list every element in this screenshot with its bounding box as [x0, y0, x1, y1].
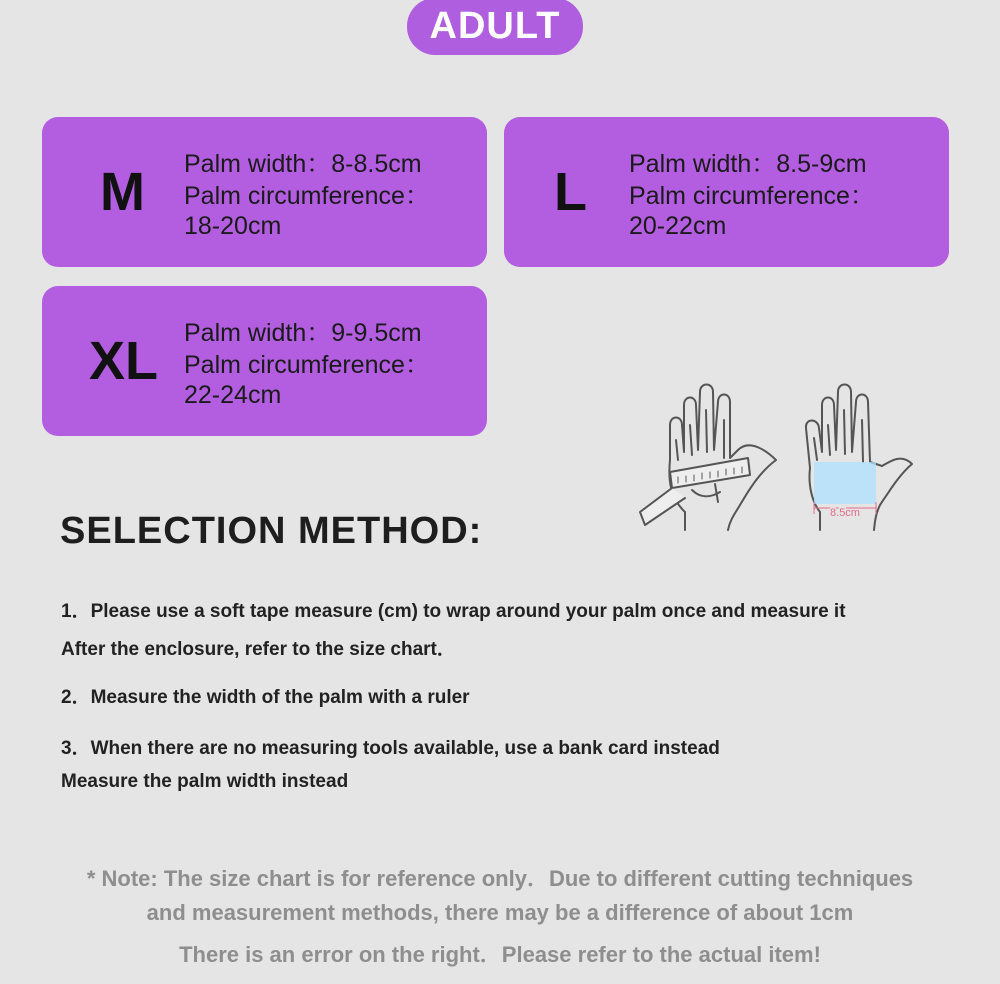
size-card-l [504, 117, 949, 267]
palm-circumference-label: Palm circumference： [184, 351, 430, 379]
palm-width: Palm width：8-8.5cm [184, 150, 422, 178]
palm-circumference-value: 18-20cm [184, 212, 282, 240]
size-label: M [100, 162, 145, 222]
step-3-line-2: Measure the palm width instead [61, 771, 349, 792]
palm-width: Palm width：8.5-9cm [629, 150, 867, 178]
palm-width-measure-label: 8.5cm [830, 507, 860, 519]
size-label: L [554, 162, 587, 222]
hand-with-tape-icon [640, 385, 776, 531]
palm-circumference-label: Palm circumference： [629, 182, 875, 210]
palm-width: Palm width：9-9.5cm [184, 319, 422, 347]
palm-circumference-value: 20-22cm [629, 212, 727, 240]
size-card-m [42, 117, 487, 267]
size-card-xl [42, 286, 487, 436]
hand-measurement-illustration [630, 380, 930, 540]
step-1-line-2: After the enclosure, refer to the size chart． [61, 639, 456, 660]
palm-width-highlight [814, 462, 876, 504]
note-line-2: and measurement methods, there may be a difference of about 1cm [146, 900, 854, 925]
selection-method-title: SELECTION METHOD: [60, 510, 483, 552]
note-line-3: There is an error on the right．Please refer to the actual item! [179, 942, 821, 967]
adult-badge: ADULT [407, 0, 583, 55]
note-line-1: * Note: The size chart is for reference only．Due to different cutting techniques [86, 866, 914, 891]
size-label: XL [89, 331, 159, 391]
step-3-line-1: 3．When there are no measuring tools available, use a bank card instead [61, 738, 720, 759]
step-1-line-1: 1．Please use a soft tape measure (cm) to wrap around your palm once and measure it [61, 601, 846, 622]
palm-circumference-value: 22-24cm [184, 381, 282, 409]
palm-circumference-label: Palm circumference： [184, 182, 430, 210]
step-2: 2．Measure the width of the palm with a ruler [61, 687, 470, 708]
